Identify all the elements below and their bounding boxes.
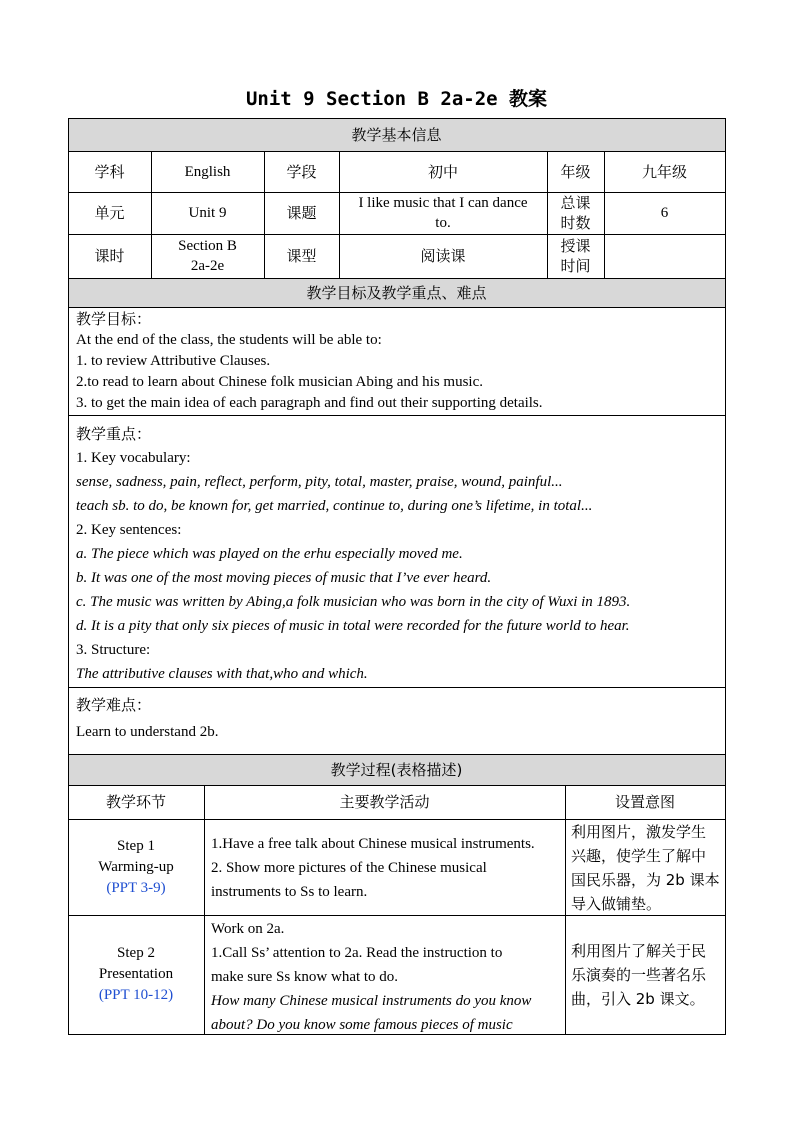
step-number: Step 2 [117, 945, 155, 961]
sentences-title: 2. Key sentences: [76, 522, 182, 538]
structure-line: The attributive clauses with that,who and which. [76, 666, 368, 682]
stage-label: 学段 [286, 162, 317, 181]
intent-line: 兴趣，使学生了解中 [571, 847, 707, 865]
goal-line: At the end of the class, the students will be able to: [76, 332, 382, 348]
intent-line: 利用图片，激发学生 [571, 823, 707, 841]
intent-line: 乐演奏的一些著名乐 [571, 966, 707, 984]
sentence-line: b. It was one of the most moving pieces of music that I’ve ever heard. [76, 570, 492, 586]
step-name: Presentation [98, 966, 174, 982]
activity-line: Work on 2a. [211, 921, 285, 937]
process-header: 教学过程(表格描述) [330, 760, 463, 779]
goal-line: 3. to get the main idea of each paragraph and find out their supporting details. [76, 395, 543, 411]
document-title: Unit 9 Section B 2a-2e 教案 [245, 88, 548, 110]
activity-line: instruments to Ss to learn. [211, 884, 368, 900]
lesson-type-label: 课型 [286, 247, 317, 265]
grade-label: 年级 [560, 162, 591, 181]
activity-question: How many Chinese musical instruments do you know [211, 993, 532, 1009]
difficulties-title: 教学难点： [76, 696, 152, 714]
difficulties [76, 692, 218, 746]
activity-line: 1.Call Ss’ attention to 2a. Read the instruction to [211, 945, 503, 961]
goal-line: 1. to review Attributive Clauses. [76, 353, 271, 369]
intent-line: 国民乐器，为 2b 课本 [571, 871, 720, 889]
lesson-type-value: 阅读课 [420, 247, 466, 265]
key-points-title: 教学重点： [76, 425, 152, 443]
teaching-goals [76, 309, 543, 414]
intent-line: 利用图片了解关于民 [571, 942, 707, 960]
step-name: Warming-up [98, 858, 174, 875]
subject-label: 学科 [94, 162, 125, 181]
structure-title: 3. Structure: [76, 642, 151, 658]
unit-value: Unit 9 [188, 205, 227, 221]
step1-stage [68, 819, 204, 915]
step1-intent [571, 820, 720, 916]
period-label: 课时 [94, 247, 125, 265]
total-periods-label: 总课时数 [560, 194, 591, 232]
goal-line: 2.to read to learn about Chinese folk musician Abing and his music. [76, 374, 484, 390]
period-value: Section B 2a-2e [178, 238, 237, 274]
intent-line: 曲，引入 2b 课文。 [571, 990, 705, 1008]
step-number: Step 1 [117, 837, 155, 854]
step2-stage [68, 915, 204, 1034]
stage-value: 初中 [427, 162, 458, 181]
activity-line: make sure Ss know what to do. [211, 969, 399, 985]
activity-question: about? Do you know some famous pieces of music [211, 1017, 513, 1033]
grade-value: 九年级 [641, 162, 687, 181]
topic-value: I like music that I can dance to. [358, 195, 528, 231]
objectives-header: 教学目标及教学重点、难点 [306, 283, 487, 302]
sentence-line: c. The music was written by Abing,a folk musician who was born in the city of Wuxi in 1893. [76, 594, 631, 610]
ppt-range: (PPT 10-12) [98, 987, 174, 1003]
step1-activities [211, 832, 535, 904]
difficulties-line: Learn to understand 2b. [76, 724, 219, 740]
col-header-activities: 主要教学活动 [339, 793, 430, 811]
goal-title: 教学目标： [76, 310, 152, 328]
intent-line: 导入做铺垫。 [571, 895, 662, 913]
col-header-intent: 设置意图 [614, 793, 675, 811]
activity-line: 2. Show more pictures of the Chinese musical [211, 860, 487, 876]
basic-info-header: 教学基本信息 [351, 125, 442, 144]
teaching-time-label: 授课时间 [560, 237, 591, 275]
key-points [76, 422, 630, 686]
activity-line: 1.Have a free talk about Chinese musical instruments. [211, 836, 535, 852]
ppt-range: (PPT 3-9) [106, 879, 166, 896]
vocab-title: 1. Key vocabulary: [76, 450, 191, 466]
subject-value: English [184, 163, 231, 180]
step2-activities [211, 917, 531, 1037]
unit-label: 单元 [94, 204, 125, 222]
col-header-stage: 教学环节 [105, 793, 166, 811]
sentence-line: d. It is a pity that only six pieces of music in total were recorded for the future world to hear. [76, 618, 630, 634]
total-periods-value: 6 [660, 205, 669, 221]
topic-label: 课题 [286, 204, 317, 222]
vocab-line: sense, sadness, pain, reflect, perform, pity, total, master, praise, wound, painful... [76, 474, 563, 490]
teaching-time-value [604, 234, 725, 278]
vocab-line: teach sb. to do, be known for, get married, continue to, during one’s lifetime, in total... [76, 498, 593, 514]
step2-intent [571, 939, 706, 1011]
sentence-line: a. The piece which was played on the erhu especially moved me. [76, 546, 463, 562]
